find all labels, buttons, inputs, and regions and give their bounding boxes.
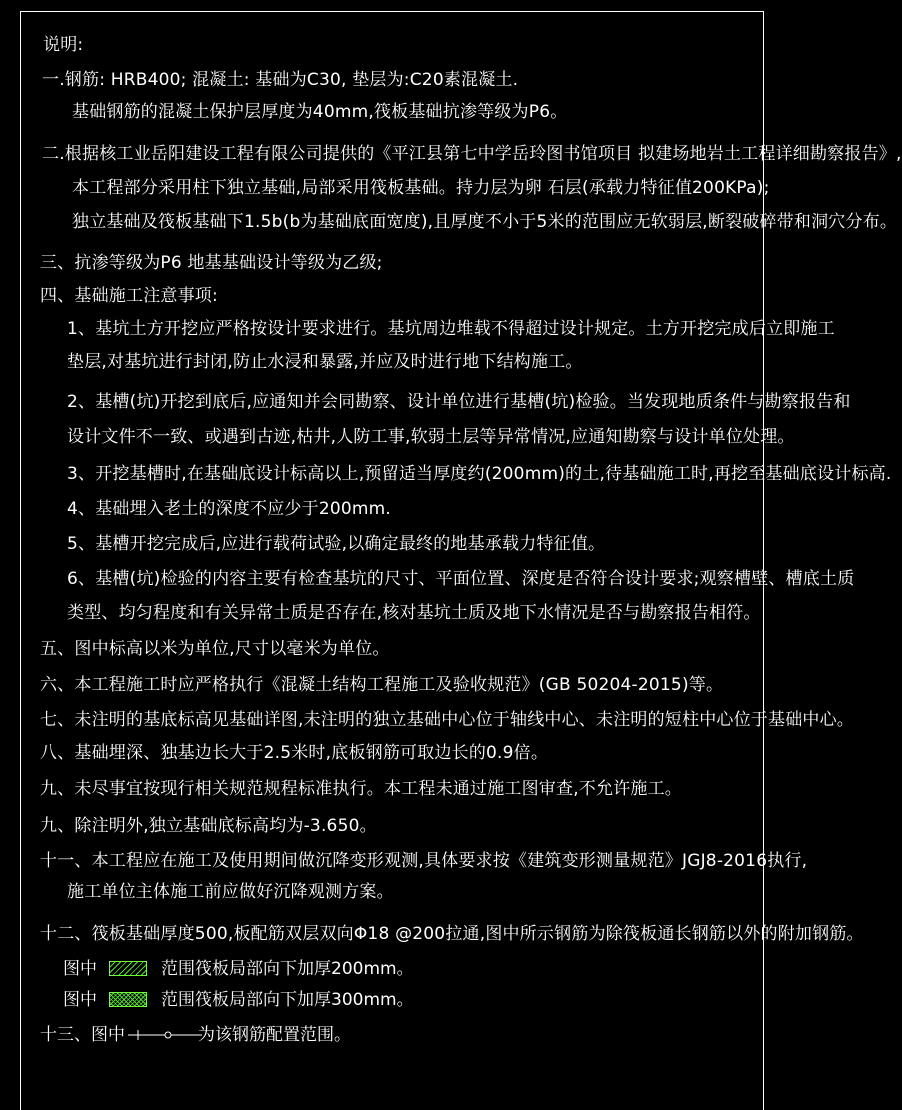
hatch-cross-icon	[109, 992, 147, 1007]
legend-label: 图中	[63, 959, 97, 979]
note-line: 2、基槽(坑)开挖到底后,应通知并会同勘察、设计单位进行基槽(坑)检验。当发现地质条件与勘察报告和	[67, 392, 851, 412]
note-line: 三、抗渗等级为P6 地基基础设计等级为乙级;	[40, 253, 383, 273]
note-line: 设计文件不一致、或遇到古迹,枯井,人防工事,软弱土层等异常情况,应通知勘察与设计单位处理。	[67, 427, 795, 447]
legend-row-200	[63, 959, 423, 981]
note-line: 6、基槽(坑)检验的内容主要有检查基坑的尺寸、平面位置、深度是否符合设计要求;观察槽壁、槽底土质	[67, 569, 855, 589]
note-line: 九、除注明外,独立基础底标高均为-3.650。	[40, 816, 377, 836]
note-line: 六、本工程施工时应严格执行《混凝土结构工程施工及验收规范》(GB 50204-2015)等。	[40, 675, 724, 695]
note-line: 一.钢筋: HRB400; 混凝土: 基础为C30, 垫层为:C20素混凝土.	[42, 70, 519, 90]
note-line: 1、基坑土方开挖应严格按设计要求进行。基坑周边堆载不得超过设计规定。土方开挖完成后立即施工	[67, 319, 835, 339]
note-line: 独立基础及筏板基础下1.5b(b为基础底面宽度),且厚度不小于5米的范围应无软弱层,断裂破碎带和洞穴分布。	[72, 212, 898, 232]
note-line: 十一、本工程应在施工及使用期间做沉降变形观测,具体要求按《建筑变形测量规范》JGJ8-2016执行,	[40, 851, 808, 871]
note-line: 七、未注明的基底标高见基础详图,未注明的独立基础中心位于轴线中心、未注明的短柱中心位于基础中心。	[40, 710, 855, 730]
note-line: 类型、均匀程度和有关异常土质是否存在,核对基坑土质及地下水情况是否与勘察报告相符。	[67, 603, 761, 623]
note-line: 5、基槽开挖完成后,应进行载荷试验,以确定最终的地基承载力特征值。	[67, 534, 606, 554]
hatch-single-icon	[109, 961, 147, 976]
note-line: 八、基础埋深、独基边长大于2.5米时,底板钢筋可取边长的0.9倍。	[40, 743, 549, 763]
drawing-frame	[20, 11, 764, 1110]
legend-row-300	[63, 990, 423, 1012]
legend-text: 范围筏板局部向下加厚300mm。	[161, 990, 414, 1010]
legend-label: 图中	[63, 990, 97, 1010]
note-line: 二.根据核工业岳阳建设工程有限公司提供的《平江县第七中学岳玲图书馆项目 拟建场地岩土工程详细勘察报告》,	[42, 144, 902, 164]
note-line: 五、图中标高以米为单位,尺寸以毫米为单位。	[40, 639, 390, 659]
note-line: 四、基础施工注意事项:	[40, 286, 218, 306]
note-line: 垫层,对基坑进行封闭,防止水浸和暴露,并应及时进行地下结构施工。	[67, 352, 583, 372]
note-line: 九、未尽事宜按现行相关规范规程标准执行。本工程未通过施工图审查,不允许施工。	[40, 779, 683, 799]
note-line: 基础钢筋的混凝土保护层厚度为40mm,筏板基础抗渗等级为P6。	[72, 102, 568, 122]
note-line: 施工单位主体施工前应做好沉降观测方案。	[67, 882, 394, 902]
note-line: 4、基础埋入老土的深度不应少于200mm.	[67, 499, 391, 519]
legend-row-rebar	[40, 1025, 400, 1047]
legend-text: 为该钢筋配置范围。	[198, 1025, 351, 1045]
note-line: 3、开挖基槽时,在基础底设计标高以上,预留适当厚度约(200mm)的土,待基础施工时,再挖至基础底设计标高.	[67, 464, 892, 484]
rebar-range-icon	[126, 1029, 204, 1041]
legend-label: 十三、图中	[40, 1025, 125, 1045]
legend-text: 范围筏板局部向下加厚200mm。	[161, 959, 414, 979]
note-line: 本工程部分采用柱下独立基础,局部采用筏板基础。持力层为卵 石层(承载力特征值200KPa);	[72, 178, 770, 198]
notes-title: 说明:	[43, 35, 84, 55]
note-line: 十二、筏板基础厚度500,板配筋双层双向Φ18 @200拉通,图中所示钢筋为除筏板通长钢筋以外的附加钢筋。	[40, 924, 864, 944]
